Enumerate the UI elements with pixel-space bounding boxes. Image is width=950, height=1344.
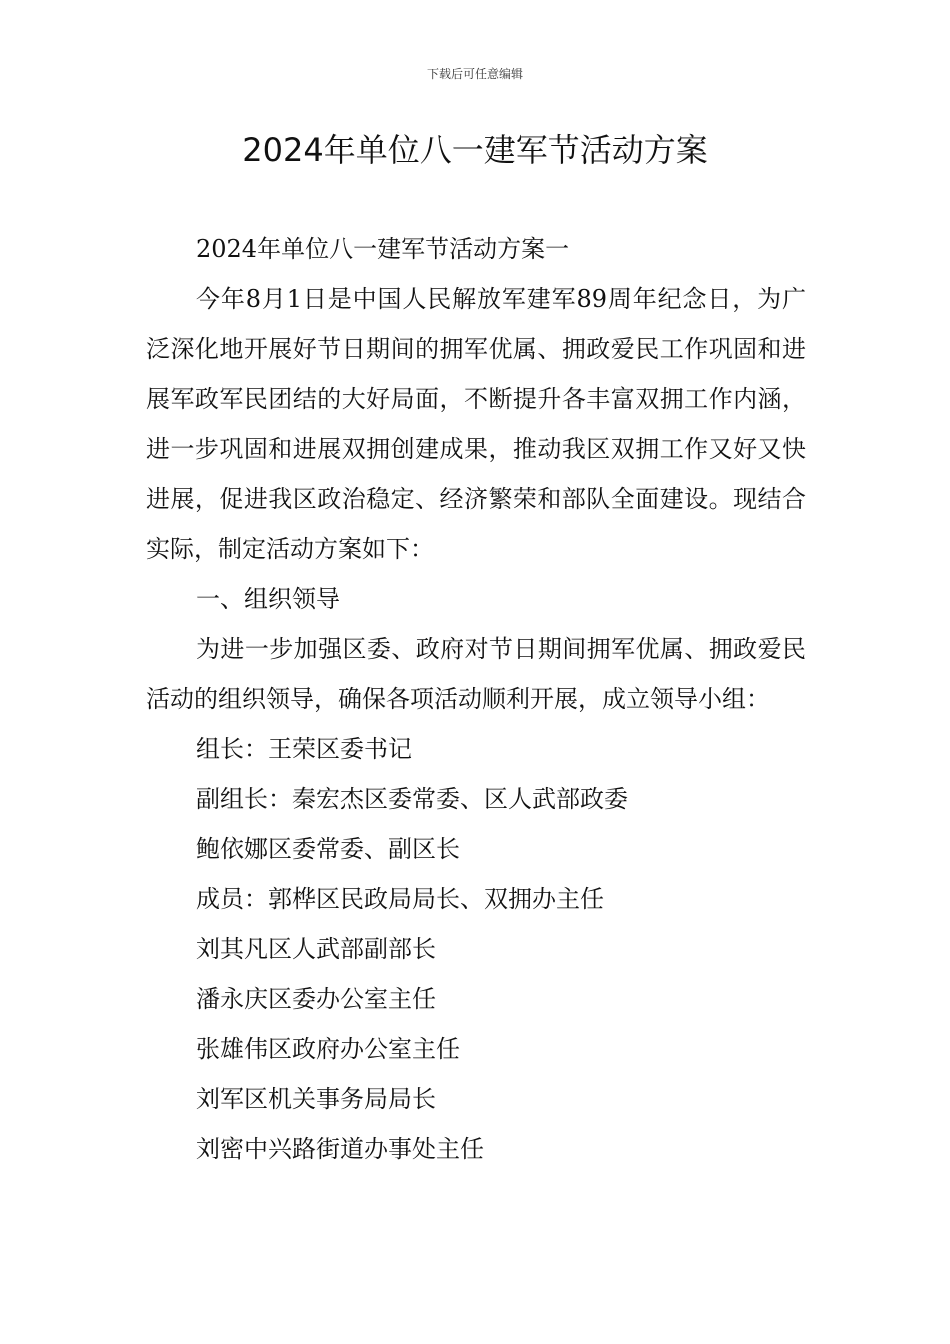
member-line: 成员：郭桦区民政局局长、双拥办主任 bbox=[196, 885, 604, 913]
section-paragraph: 为进一步加强区委、政府对节日期间拥军优属、拥政爱民活动的组织领导，确保各项活动顺利开展，成立领导小组： bbox=[146, 635, 806, 713]
member-line: 组长：王荣区委书记 bbox=[196, 735, 412, 763]
member-line: 潘永庆区委办公室主任 bbox=[196, 985, 436, 1013]
page-header: 下载后可任意编辑 bbox=[426, 67, 523, 81]
member-line: 刘其凡区人武部副部长 bbox=[196, 935, 436, 963]
member-line: 刘军区机关事务局局长 bbox=[196, 1085, 436, 1113]
member-line: 鲍依娜区委常委、副区长 bbox=[196, 835, 460, 863]
member-line: 张雄伟区政府办公室主任 bbox=[196, 1035, 460, 1063]
section-heading: 一、组织领导 bbox=[196, 585, 340, 613]
document-title: 2024年单位八一建军节活动方案 bbox=[242, 131, 708, 169]
document-body bbox=[146, 224, 806, 1174]
subtitle: 2024年单位八一建军节活动方案一 bbox=[196, 235, 570, 263]
intro-paragraph: 今年8月1日是中国人民解放军建军89周年纪念日，为广泛深化地开展好节日期间的拥军优属、拥政爱民工作巩固和进展军政军民团结的大好局面，不断提升各丰富双拥工作内涵，进一步巩固和进展双拥创建成果，推动我区双拥工作又好又快进展，促进我区政治稳定、经济繁荣和部队全面建设。现结合实际，制定活动方案如下： bbox=[146, 285, 806, 563]
member-line: 副组长：秦宏杰区委常委、区人武部政委 bbox=[196, 785, 628, 813]
member-line: 刘密中兴路街道办事处主任 bbox=[196, 1135, 484, 1163]
